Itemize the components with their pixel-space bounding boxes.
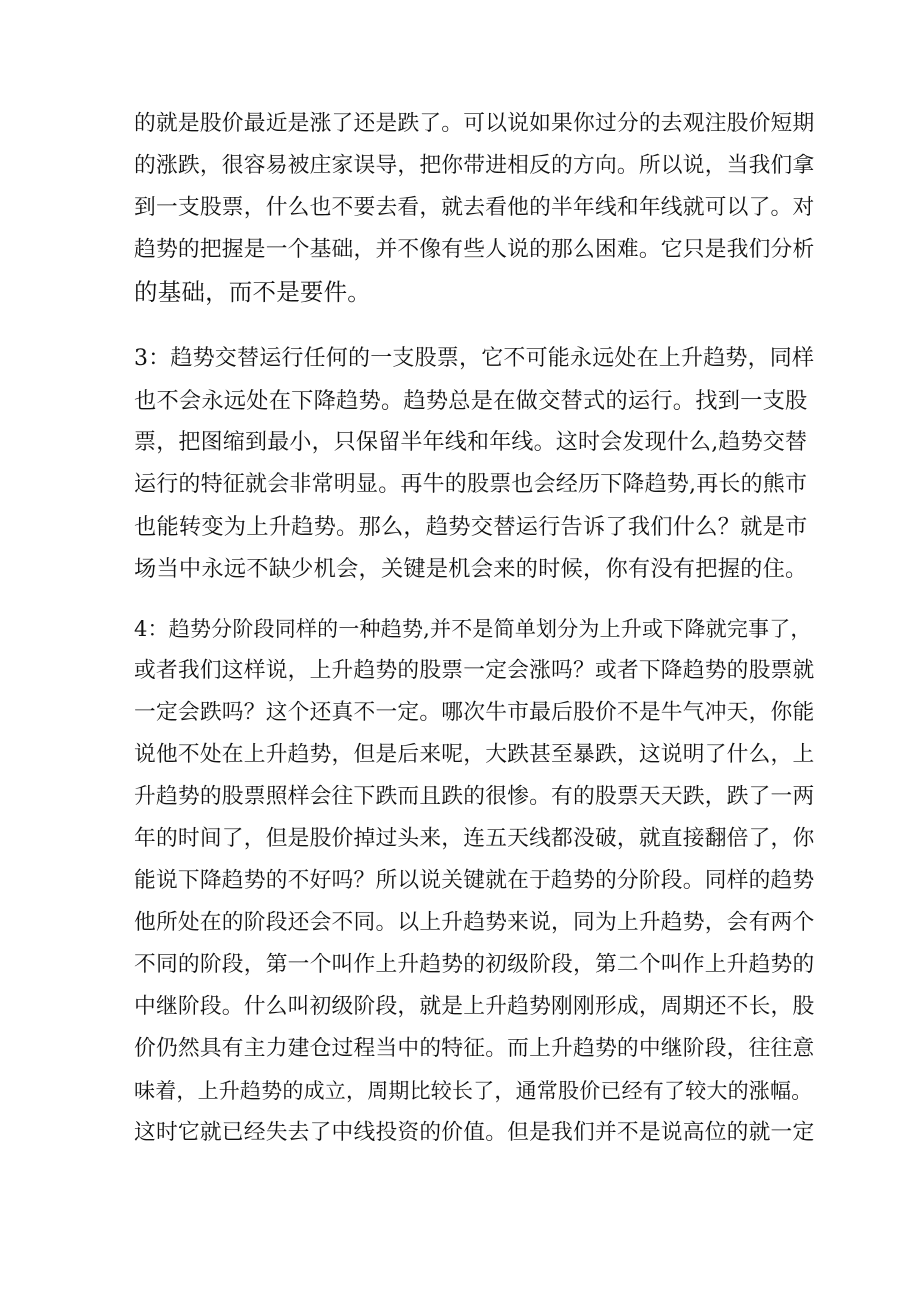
- text-line: 票，把图缩到最小，只保留半年线和年线。这时会发现什么,趋势交替: [134, 430, 808, 455]
- text-line: 或者我们这样说，上升趋势的股票一定会涨吗？或者下降趋势的股票就: [134, 658, 815, 683]
- text-line: 中继阶段。什么叫初级阶段，就是上升趋势刚刚形成，周期还不长，股: [134, 994, 815, 1019]
- text-line: 味着，上升趋势的成立，周期比较长了，通常股价已经有了较大的涨幅。: [134, 1079, 813, 1103]
- text-line: 这时它就已经失去了中线投资的价值。但是我们并不是说高位的就一定: [134, 1120, 815, 1145]
- text-line: 运行的特征就会非常明显。再牛的股票也会经历下降趋势,再长的熊市: [134, 472, 808, 497]
- text-line: 他所处在的阶段还会不同。以上升趋势来说，同为上升趋势，会有两个: [134, 910, 815, 935]
- text-line: 3：趋势交替运行任何的一支股票，它不可能永远处在上升趋势，同样: [134, 346, 815, 371]
- text-line: 到一支股票，什么也不要去看，就去看他的半年线和年线就可以了。对: [134, 195, 815, 220]
- text-line: 的基础，而不是要件。: [134, 278, 371, 306]
- text-line: 也不会永远处在下降趋势。趋势总是在做交替式的运行。找到一支股: [134, 388, 808, 414]
- text-line: 也能转变为上升趋势。那么，趋势交替运行告诉了我们什么？就是市: [134, 514, 808, 540]
- paragraph-trend-stages: [134, 608, 814, 1154]
- text-line: 说他不处在上升趋势，但是后来呢，大跌甚至暴跌，这说明了什么，上: [134, 742, 815, 767]
- text-line: 不同的阶段，第一个叫作上升趋势的初级阶段，第二个叫作上升趋势的: [134, 952, 815, 977]
- paragraph-trend-alternation: [134, 338, 814, 590]
- text-line: 一定会跌吗？这个还真不一定。哪次牛市最后股价不是牛气冲天，你能: [134, 700, 815, 725]
- text-line: 年的时间了，但是股价掉过头来，连五天线都没破，就直接翻倍了，你: [134, 826, 815, 851]
- text-line: 升趋势的股票照样会往下跌而且跌的很惨。有的股票天天跌，跌了一两: [134, 784, 815, 809]
- text-line: 场当中永远不缺少机会，关键是机会来的时候，你有没有把握的住。: [134, 556, 808, 582]
- text-line: 趋势的把握是一个基础，并不像有些人说的那么困难。它只是我们分析: [134, 237, 815, 262]
- text-line: 4：趋势分阶段同样的一种趋势,并不是简单划分为上升或下降就完事了，: [134, 617, 812, 641]
- text-line: 能说下降趋势的不好吗？所以说关键就在于趋势的分阶段。同样的趋势: [134, 868, 815, 893]
- text-line: 的就是股价最近是涨了还是跌了。可以说如果你过分的去观注股价短期: [134, 111, 815, 136]
- text-line: 的涨跌，很容易被庄家误导，把你带进相反的方向。所以说，当我们拿: [134, 153, 815, 178]
- paragraph-trend-basics: [134, 103, 814, 313]
- text-line: 价仍然具有主力建仓过程当中的特征。而上升趋势的中继阶段，往往意: [134, 1036, 815, 1061]
